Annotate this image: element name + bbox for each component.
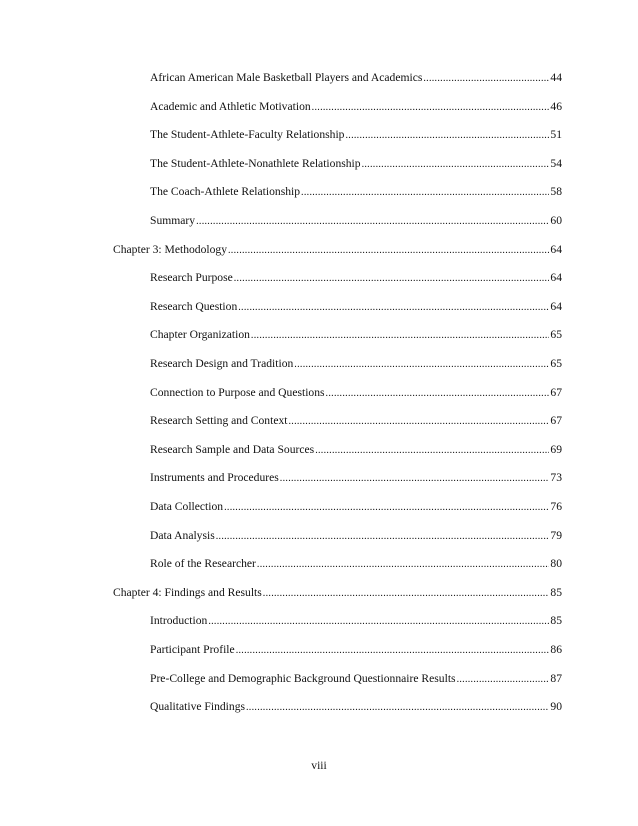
toc-entry-page-number: 51 xyxy=(550,128,562,142)
toc-chapter-entry xyxy=(113,586,562,600)
toc-dot-leader xyxy=(345,129,549,143)
toc-dot-leader xyxy=(263,587,550,601)
toc-entry-title: Research Question xyxy=(150,299,238,313)
toc-section-entry xyxy=(150,471,562,485)
toc-entry-page-number: 67 xyxy=(550,385,562,399)
toc-entry-page-number: 58 xyxy=(550,185,562,199)
toc-section-entry xyxy=(150,271,562,285)
toc-section-entry xyxy=(150,443,562,457)
toc-dot-leader xyxy=(312,101,550,115)
toc-entry-title: Research Sample and Data Sources xyxy=(150,442,315,456)
toc-section-entry xyxy=(150,414,562,428)
toc-section-entry xyxy=(150,557,562,571)
toc-dot-leader xyxy=(228,244,549,258)
toc-entry-title: Chapter Organization xyxy=(150,328,250,342)
toc-entry-page-number: 85 xyxy=(550,585,562,599)
toc-entry-page-number: 64 xyxy=(550,271,562,285)
toc-dot-leader xyxy=(326,387,550,401)
toc-section-entry xyxy=(150,529,562,543)
toc-entry-page-number: 79 xyxy=(550,528,562,542)
toc-section-entry xyxy=(150,700,562,714)
toc-entry-page-number: 64 xyxy=(550,299,562,313)
toc-section-entry xyxy=(150,614,562,628)
toc-dot-leader xyxy=(238,301,549,315)
toc-section-entry xyxy=(150,185,562,199)
toc-dot-leader xyxy=(216,530,550,544)
toc-dot-leader xyxy=(280,472,550,486)
toc-entry-page-number: 54 xyxy=(550,156,562,170)
toc-entry-page-number: 87 xyxy=(550,671,562,685)
toc-section-entry xyxy=(150,71,562,85)
toc-entry-title: Pre-College and Demographic Background Questionnaire Results xyxy=(150,671,456,685)
toc-section-entry xyxy=(150,672,562,686)
toc-section-entry xyxy=(150,157,562,171)
toc-entry-title: Data Analysis xyxy=(150,528,215,542)
toc-entry-title: Introduction xyxy=(150,614,208,628)
toc-entry-page-number: 67 xyxy=(550,414,562,428)
toc-entry-title: Research Purpose xyxy=(150,271,233,285)
toc-dot-leader xyxy=(457,673,550,687)
toc-entry-title: Data Collection xyxy=(150,500,224,513)
toc-dot-leader xyxy=(236,644,550,658)
toc-entry-page-number: 69 xyxy=(550,442,562,456)
toc-entry-page-number: 60 xyxy=(550,214,562,227)
toc-entry-page-number: 65 xyxy=(550,357,562,370)
toc-entry-page-number: 85 xyxy=(550,614,562,628)
toc-entry-title: Research Setting and Context xyxy=(150,414,288,428)
toc-entry-page-number: 76 xyxy=(550,500,562,513)
toc-entry-page-number: 90 xyxy=(550,700,562,714)
toc-entry-page-number: 80 xyxy=(550,557,562,571)
toc-entry-title: Summary xyxy=(150,214,196,227)
toc-chapter-entry xyxy=(113,243,562,257)
toc-dot-leader xyxy=(315,444,549,458)
toc-dot-leader xyxy=(423,72,549,86)
toc-section-entry xyxy=(150,386,562,400)
toc-section-entry xyxy=(150,357,562,371)
toc-entry-title: Academic and Athletic Motivation xyxy=(150,99,311,113)
toc-entry-page-number: 73 xyxy=(550,471,562,485)
toc-entry-title: Chapter 3: Methodology xyxy=(113,242,227,256)
toc-dot-leader xyxy=(294,358,549,372)
toc-dot-leader xyxy=(234,272,550,286)
toc-section-entry xyxy=(150,128,562,142)
toc-dot-leader xyxy=(208,615,549,629)
toc-dot-leader xyxy=(251,329,549,343)
toc-section-entry xyxy=(150,214,562,228)
toc-entry-title: The Coach-Athlete Relationship xyxy=(150,185,301,199)
toc-dot-leader xyxy=(288,415,549,429)
toc-dot-leader xyxy=(301,186,549,200)
toc-entry-page-number: 65 xyxy=(550,328,562,342)
toc-entry-title: Qualitative Findings xyxy=(150,700,245,714)
toc-dot-leader xyxy=(257,558,550,572)
toc-section-entry xyxy=(150,500,562,514)
toc-entry-title: Instruments and Procedures xyxy=(150,471,279,485)
toc-section-entry xyxy=(150,328,562,342)
toc-entry-page-number: 44 xyxy=(550,71,562,84)
toc-section-entry xyxy=(150,643,562,657)
page-number: viii xyxy=(311,759,327,772)
toc-entry-title: African American Male Basketball Players and Academics xyxy=(150,71,423,84)
toc-entry-title: Research Design and Tradition xyxy=(150,357,294,370)
toc-entry-title: The Student-Athlete-Nonathlete Relationship xyxy=(150,156,361,170)
toc-entry-title: The Student-Athlete-Faculty Relationship xyxy=(150,128,345,142)
toc-entry-page-number: 86 xyxy=(550,643,562,656)
toc-section-entry xyxy=(150,100,562,114)
toc-entry-title: Role of the Researcher xyxy=(150,557,256,571)
toc-entry-title: Participant Profile xyxy=(150,643,235,656)
toc-entry-page-number: 64 xyxy=(550,242,562,256)
toc-entry-title: Chapter 4: Findings and Results xyxy=(113,585,262,599)
toc-entry-title: Connection to Purpose and Questions xyxy=(150,385,325,399)
toc-entry-page-number: 46 xyxy=(550,99,562,113)
toc-dot-leader xyxy=(246,701,549,715)
toc-dot-leader xyxy=(224,501,549,515)
toc-dot-leader xyxy=(196,215,549,229)
toc-section-entry xyxy=(150,300,562,314)
toc-dot-leader xyxy=(362,158,550,172)
